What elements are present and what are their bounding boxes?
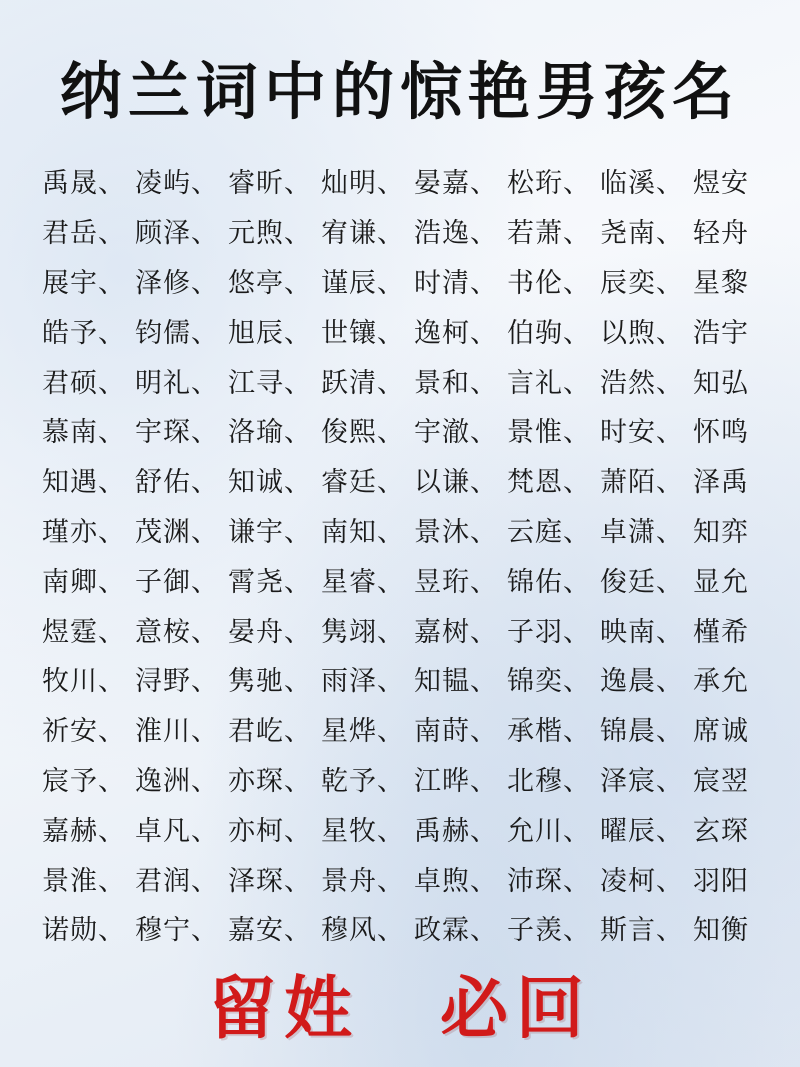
name-item: 时安、 [600, 417, 684, 449]
name-row [42, 455, 772, 505]
name-item: 世镶、 [321, 317, 405, 349]
name-item: 锦奕、 [507, 666, 591, 698]
footer-left-text: 留姓 [208, 969, 361, 1049]
name-item: 灿明、 [321, 168, 405, 200]
name-item: 钧儒、 [135, 317, 219, 349]
name-item: 云庭、 [507, 516, 591, 548]
name-item: 逸晨、 [600, 666, 684, 698]
name-row [42, 505, 772, 555]
name-item: 俊廷、 [600, 566, 684, 598]
name-item: 尧南、 [600, 218, 684, 250]
name-item: 宇琛、 [135, 417, 219, 449]
name-item: 亦琛、 [228, 765, 312, 797]
name-item: 嘉安、 [228, 915, 312, 947]
name-item: 南知、 [321, 516, 405, 548]
name-item: 睿昕、 [228, 168, 312, 200]
name-item: 跃清、 [321, 367, 405, 399]
name-item: 悠亭、 [228, 267, 312, 299]
name-item: 宸予、 [42, 765, 126, 797]
name-item: 浔野、 [135, 666, 219, 698]
name-item: 禹晟、 [42, 168, 126, 200]
name-item: 皓予、 [42, 317, 126, 349]
name-item: 景和、 [414, 367, 498, 399]
name-item: 政霖、 [414, 915, 498, 947]
name-row [42, 803, 772, 853]
name-item: 锦晨、 [600, 716, 684, 748]
name-item: 霄尧、 [228, 566, 312, 598]
name-item: 星睿、 [321, 566, 405, 598]
name-item: 浩逸、 [414, 218, 498, 250]
name-item: 以煦、 [600, 317, 684, 349]
name-item: 子羡、 [507, 915, 591, 947]
name-item: 泽琛、 [228, 865, 312, 897]
name-item: 逸洲、 [135, 765, 219, 797]
name-item: 浩然、 [600, 367, 684, 399]
name-item: 展宇、 [42, 267, 126, 299]
name-item: 逸柯、 [414, 317, 498, 349]
name-row [42, 554, 772, 604]
name-item: 羽阳 [693, 865, 749, 897]
name-item: 瑾亦、 [42, 516, 126, 548]
name-item: 隽驰、 [228, 666, 312, 698]
name-row [42, 704, 772, 754]
name-item: 星黎 [693, 267, 749, 299]
name-row [42, 206, 772, 256]
name-item: 玄琛 [693, 815, 749, 847]
name-item: 淮川、 [135, 716, 219, 748]
name-row [42, 754, 772, 804]
name-item: 意桉、 [135, 616, 219, 648]
name-item: 若萧、 [507, 218, 591, 250]
name-item: 谦宇、 [228, 516, 312, 548]
name-item: 槿希 [693, 616, 749, 648]
name-item: 星牧、 [321, 815, 405, 847]
name-item: 明礼、 [135, 367, 219, 399]
name-item: 睿廷、 [321, 467, 405, 499]
name-item: 牧川、 [42, 666, 126, 698]
name-item: 知遇、 [42, 467, 126, 499]
name-item: 景淮、 [42, 865, 126, 897]
name-list [42, 156, 772, 953]
name-item: 凌柯、 [600, 865, 684, 897]
name-item: 知衡 [693, 915, 749, 947]
name-item: 以谦、 [414, 467, 498, 499]
name-item: 松珩、 [507, 168, 591, 200]
name-item: 曜辰、 [600, 815, 684, 847]
name-row [42, 903, 772, 953]
name-item: 禹赫、 [414, 815, 498, 847]
name-item: 书伦、 [507, 267, 591, 299]
name-item: 煜霆、 [42, 616, 126, 648]
name-item: 言礼、 [507, 367, 591, 399]
name-item: 君硕、 [42, 367, 126, 399]
name-item: 知诚、 [228, 467, 312, 499]
name-row [42, 355, 772, 405]
name-item: 旭辰、 [228, 317, 312, 349]
name-item: 辰奕、 [600, 267, 684, 299]
name-item: 南莳、 [414, 716, 498, 748]
name-item: 晏舟、 [228, 616, 312, 648]
name-item: 景舟、 [321, 865, 405, 897]
name-item: 乾予、 [321, 765, 405, 797]
name-item: 景沐、 [414, 516, 498, 548]
name-item: 知弈 [693, 516, 749, 548]
name-item: 锦佑、 [507, 566, 591, 598]
name-item: 谨辰、 [321, 267, 405, 299]
name-item: 穆宁、 [135, 915, 219, 947]
name-item: 江寻、 [228, 367, 312, 399]
name-item: 煜安 [693, 168, 749, 200]
name-row [42, 156, 772, 206]
name-item: 舒佑、 [135, 467, 219, 499]
name-item: 轻舟 [693, 218, 749, 250]
page-title: 纳兰词中的惊艳男孩名 [59, 55, 740, 128]
name-item: 承楷、 [507, 716, 591, 748]
name-row [42, 256, 772, 306]
name-item: 伯驹、 [507, 317, 591, 349]
name-row [42, 654, 772, 704]
name-item: 卓潇、 [600, 516, 684, 548]
name-item: 星烨、 [321, 716, 405, 748]
name-item: 昱珩、 [414, 566, 498, 598]
footer [0, 965, 800, 1055]
name-item: 凌屿、 [135, 168, 219, 200]
name-item: 顾泽、 [135, 218, 219, 250]
name-item: 沛琛、 [507, 865, 591, 897]
name-item: 宸翌 [693, 765, 749, 797]
name-item: 宥谦、 [321, 218, 405, 250]
name-item: 诺勋、 [42, 915, 126, 947]
name-item: 知弘 [693, 367, 749, 399]
name-item: 景惟、 [507, 417, 591, 449]
name-item: 子御、 [135, 566, 219, 598]
name-item: 茂渊、 [135, 516, 219, 548]
name-item: 映南、 [600, 616, 684, 648]
name-item: 泽宸、 [600, 765, 684, 797]
name-item: 时清、 [414, 267, 498, 299]
name-item: 祈安、 [42, 716, 126, 748]
name-item: 元煦、 [228, 218, 312, 250]
name-item: 席诚 [693, 716, 749, 748]
name-item: 君润、 [135, 865, 219, 897]
name-item: 浩宇 [693, 317, 749, 349]
name-item: 君屹、 [228, 716, 312, 748]
name-item: 子羽、 [507, 616, 591, 648]
name-item: 泽修、 [135, 267, 219, 299]
name-item: 慕南、 [42, 417, 126, 449]
name-item: 允川、 [507, 815, 591, 847]
name-item: 雨泽、 [321, 666, 405, 698]
name-item: 宇澈、 [414, 417, 498, 449]
name-item: 嘉树、 [414, 616, 498, 648]
name-item: 临溪、 [600, 168, 684, 200]
name-item: 北穆、 [507, 765, 591, 797]
name-item: 泽禹 [693, 467, 749, 499]
name-item: 卓凡、 [135, 815, 219, 847]
name-item: 知韫、 [414, 666, 498, 698]
name-row [42, 405, 772, 455]
name-item: 君岳、 [42, 218, 126, 250]
name-row [42, 853, 772, 903]
name-item: 穆风、 [321, 915, 405, 947]
name-item: 隽翊、 [321, 616, 405, 648]
name-item: 江晔、 [414, 765, 498, 797]
name-item: 显允 [693, 566, 749, 598]
name-item: 萧陌、 [600, 467, 684, 499]
name-item: 承允 [693, 666, 749, 698]
name-item: 俊熙、 [321, 417, 405, 449]
footer-right-text: 必回 [440, 969, 593, 1049]
name-item: 嘉赫、 [42, 815, 126, 847]
name-item: 亦柯、 [228, 815, 312, 847]
name-item: 卓煦、 [414, 865, 498, 897]
name-row [42, 604, 772, 654]
name-item: 洛瑜、 [228, 417, 312, 449]
name-item: 怀鸣 [693, 417, 749, 449]
name-row [42, 305, 772, 355]
name-item: 南卿、 [42, 566, 126, 598]
name-item: 晏嘉、 [414, 168, 498, 200]
name-item: 斯言、 [600, 915, 684, 947]
name-item: 梵恩、 [507, 467, 591, 499]
